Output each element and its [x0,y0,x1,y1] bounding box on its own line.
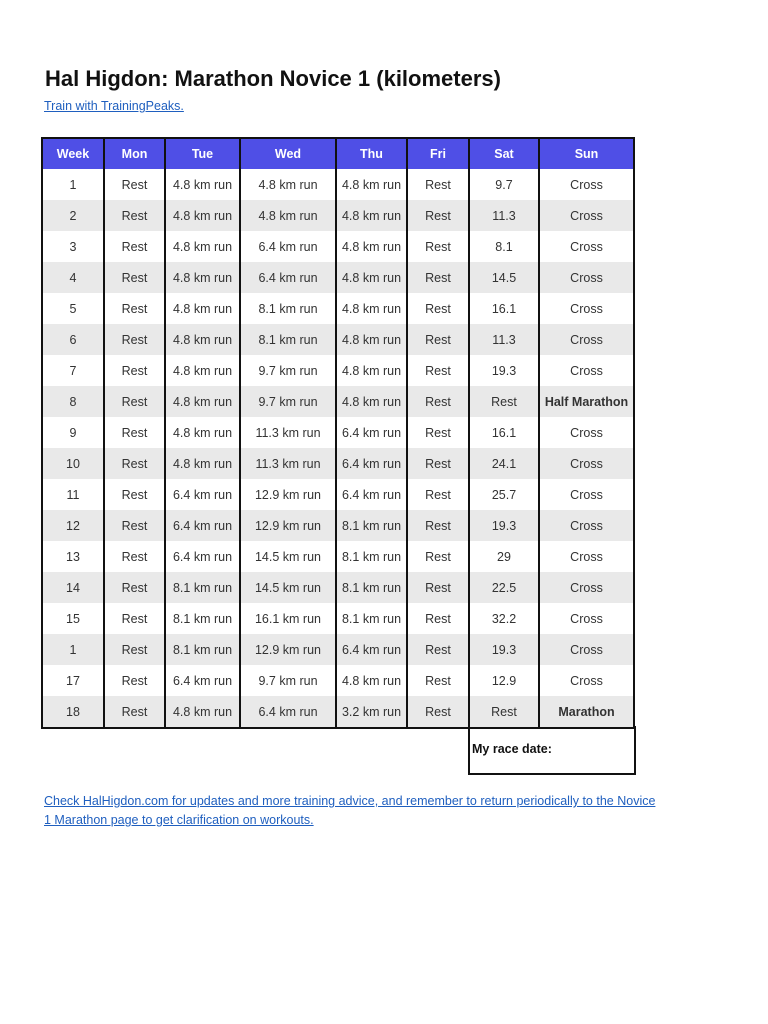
cell-fri: Rest [407,293,469,324]
cell-sat: 19.3 [469,355,539,386]
cell-wed: 12.9 km run [240,634,336,665]
cell-sun: Cross [539,510,634,541]
table-row [42,324,634,355]
cell-thu: 4.8 km run [336,386,407,417]
cell-sat: 19.3 [469,510,539,541]
cell-wed: 14.5 km run [240,572,336,603]
cell-week: 1 [42,169,104,200]
cell-wed: 12.9 km run [240,510,336,541]
cell-wed: 14.5 km run [240,541,336,572]
cell-fri: Rest [407,510,469,541]
cell-fri: Rest [407,169,469,200]
cell-week: 14 [42,572,104,603]
table-row [42,665,634,696]
cell-fri: Rest [407,355,469,386]
cell-week: 10 [42,448,104,479]
cell-mon: Rest [104,448,165,479]
cell-week: 5 [42,293,104,324]
table-header-row [42,138,634,169]
cell-thu: 3.2 km run [336,696,407,728]
cell-sun: Half Marathon [539,386,634,417]
table-row [42,448,634,479]
cell-sat: 11.3 [469,324,539,355]
table-row [42,510,634,541]
cell-thu: 4.8 km run [336,231,407,262]
cell-tue: 4.8 km run [165,355,240,386]
cell-sun: Cross [539,355,634,386]
cell-sat: 24.1 [469,448,539,479]
cell-fri: Rest [407,262,469,293]
table-row [42,200,634,231]
cell-sat: 19.3 [469,634,539,665]
cell-fri: Rest [407,386,469,417]
cell-sat: 16.1 [469,293,539,324]
cell-mon: Rest [104,665,165,696]
cell-thu: 6.4 km run [336,448,407,479]
cell-sun: Cross [539,169,634,200]
cell-week: 11 [42,479,104,510]
cell-wed: 6.4 km run [240,231,336,262]
cell-sun: Cross [539,200,634,231]
cell-mon: Rest [104,603,165,634]
cell-mon: Rest [104,324,165,355]
cell-sun: Cross [539,665,634,696]
cell-tue: 4.8 km run [165,417,240,448]
cell-week: 13 [42,541,104,572]
column-header-week: Week [42,138,104,169]
cell-sat: 29 [469,541,539,572]
cell-fri: Rest [407,231,469,262]
cell-sun: Cross [539,572,634,603]
cell-sat: 16.1 [469,417,539,448]
cell-tue: 6.4 km run [165,665,240,696]
cell-wed: 6.4 km run [240,696,336,728]
cell-wed: 9.7 km run [240,665,336,696]
cell-tue: 4.8 km run [165,231,240,262]
cell-fri: Rest [407,479,469,510]
cell-mon: Rest [104,479,165,510]
cell-sat: 32.2 [469,603,539,634]
cell-tue: 8.1 km run [165,603,240,634]
cell-sat: 8.1 [469,231,539,262]
cell-sun: Cross [539,293,634,324]
cell-wed: 9.7 km run [240,386,336,417]
cell-mon: Rest [104,293,165,324]
cell-week: 1 [42,634,104,665]
cell-fri: Rest [407,572,469,603]
table-row [42,169,634,200]
table-row [42,293,634,324]
cell-tue: 4.8 km run [165,696,240,728]
cell-tue: 8.1 km run [165,634,240,665]
cell-tue: 8.1 km run [165,572,240,603]
cell-mon: Rest [104,231,165,262]
cell-sat: Rest [469,696,539,728]
cell-tue: 6.4 km run [165,479,240,510]
cell-week: 12 [42,510,104,541]
cell-tue: 6.4 km run [165,510,240,541]
cell-week: 3 [42,231,104,262]
cell-fri: Rest [407,665,469,696]
cell-week: 7 [42,355,104,386]
cell-fri: Rest [407,448,469,479]
cell-mon: Rest [104,169,165,200]
cell-fri: Rest [407,417,469,448]
cell-mon: Rest [104,386,165,417]
cell-mon: Rest [104,634,165,665]
cell-mon: Rest [104,262,165,293]
cell-mon: Rest [104,355,165,386]
table-row [42,355,634,386]
cell-thu: 4.8 km run [336,665,407,696]
cell-week: 15 [42,603,104,634]
cell-sat: 22.5 [469,572,539,603]
page-title: Hal Higdon: Marathon Novice 1 (kilometers) [45,66,501,91]
cell-thu: 4.8 km run [336,262,407,293]
cell-thu: 4.8 km run [336,293,407,324]
table-row [42,231,634,262]
cell-fri: Rest [407,603,469,634]
cell-week: 6 [42,324,104,355]
cell-mon: Rest [104,510,165,541]
table-row [42,479,634,510]
table-row [42,634,634,665]
cell-sat: 25.7 [469,479,539,510]
cell-sat: 9.7 [469,169,539,200]
cell-week: 2 [42,200,104,231]
cell-sun: Cross [539,231,634,262]
cell-tue: 4.8 km run [165,386,240,417]
higdon-info-link[interactable]: Check HalHigdon.com for updates and more training advice, and remember to return periodically to the Novice 1 Marathon page to get clarification on workouts. [44,794,656,827]
cell-mon: Rest [104,541,165,572]
cell-mon: Rest [104,417,165,448]
cell-tue: 4.8 km run [165,324,240,355]
trainingpeaks-link[interactable]: Train with TrainingPeaks. [44,99,184,113]
training-schedule-table [41,137,635,729]
cell-wed: 6.4 km run [240,262,336,293]
cell-sun: Cross [539,448,634,479]
cell-wed: 9.7 km run [240,355,336,386]
cell-sun: Cross [539,541,634,572]
cell-fri: Rest [407,634,469,665]
cell-thu: 6.4 km run [336,417,407,448]
cell-sun: Cross [539,262,634,293]
cell-tue: 4.8 km run [165,200,240,231]
cell-sat: 14.5 [469,262,539,293]
table-row [42,262,634,293]
cell-mon: Rest [104,200,165,231]
cell-mon: Rest [104,696,165,728]
cell-sun: Marathon [539,696,634,728]
cell-wed: 8.1 km run [240,293,336,324]
cell-fri: Rest [407,200,469,231]
cell-week: 4 [42,262,104,293]
cell-tue: 6.4 km run [165,541,240,572]
cell-thu: 4.8 km run [336,355,407,386]
cell-wed: 16.1 km run [240,603,336,634]
cell-thu: 8.1 km run [336,510,407,541]
cell-thu: 4.8 km run [336,324,407,355]
cell-week: 9 [42,417,104,448]
cell-thu: 6.4 km run [336,634,407,665]
cell-sun: Cross [539,417,634,448]
cell-sun: Cross [539,479,634,510]
cell-sun: Cross [539,603,634,634]
table-row [42,541,634,572]
cell-sat: 11.3 [469,200,539,231]
table-row [42,696,634,728]
cell-thu: 8.1 km run [336,603,407,634]
cell-sat: Rest [469,386,539,417]
column-header-tue: Tue [165,138,240,169]
cell-thu: 8.1 km run [336,572,407,603]
column-header-wed: Wed [240,138,336,169]
cell-thu: 6.4 km run [336,479,407,510]
cell-wed: 11.3 km run [240,448,336,479]
table-row [42,417,634,448]
race-date-box[interactable] [468,726,636,775]
column-header-sun: Sun [539,138,634,169]
cell-fri: Rest [407,696,469,728]
cell-week: 18 [42,696,104,728]
column-header-thu: Thu [336,138,407,169]
cell-week: 17 [42,665,104,696]
cell-wed: 4.8 km run [240,169,336,200]
cell-tue: 4.8 km run [165,293,240,324]
column-header-sat: Sat [469,138,539,169]
column-header-mon: Mon [104,138,165,169]
cell-tue: 4.8 km run [165,262,240,293]
cell-thu: 8.1 km run [336,541,407,572]
cell-fri: Rest [407,541,469,572]
cell-wed: 11.3 km run [240,417,336,448]
cell-thu: 4.8 km run [336,169,407,200]
column-header-fri: Fri [407,138,469,169]
cell-wed: 8.1 km run [240,324,336,355]
cell-wed: 4.8 km run [240,200,336,231]
cell-sat: 12.9 [469,665,539,696]
table-body [42,169,634,728]
cell-mon: Rest [104,572,165,603]
cell-tue: 4.8 km run [165,169,240,200]
cell-wed: 12.9 km run [240,479,336,510]
table-row [42,572,634,603]
cell-sun: Cross [539,634,634,665]
cell-week: 8 [42,386,104,417]
cell-fri: Rest [407,324,469,355]
cell-tue: 4.8 km run [165,448,240,479]
cell-sun: Cross [539,324,634,355]
race-date-label: My race date: [472,742,552,756]
table-row [42,386,634,417]
table-row [42,603,634,634]
cell-thu: 4.8 km run [336,200,407,231]
